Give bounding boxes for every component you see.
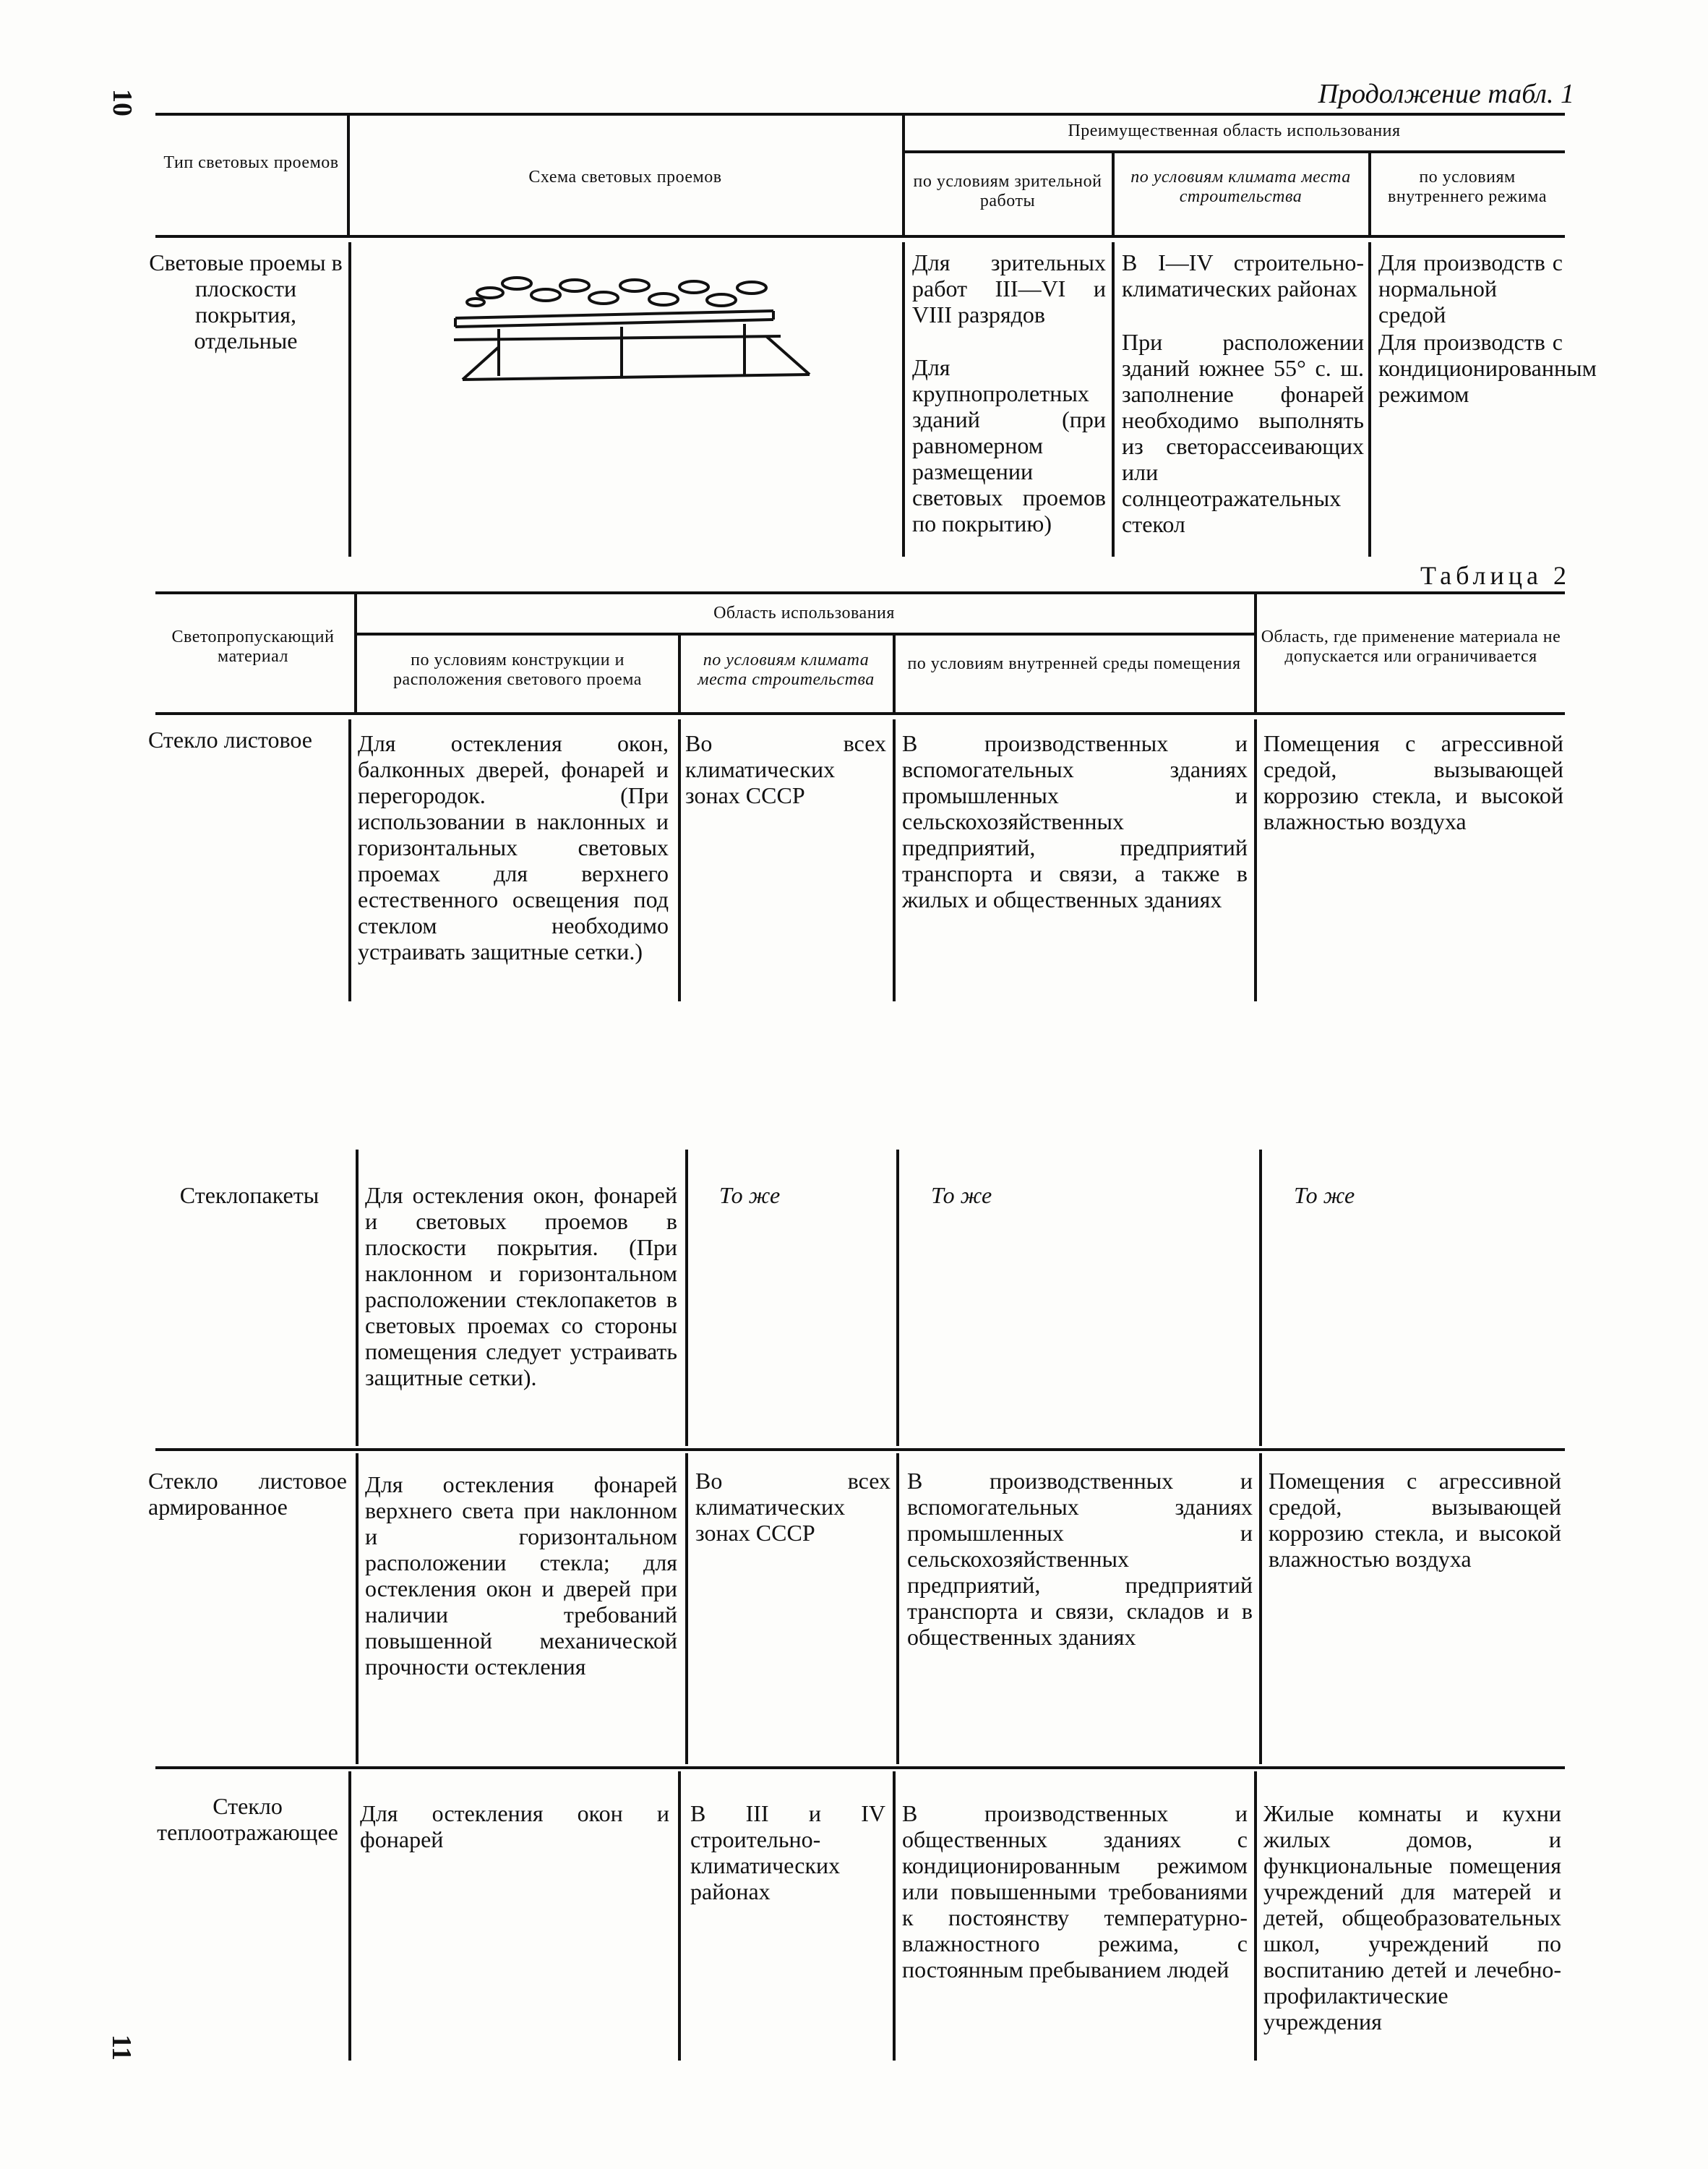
t2-r2-environment: То же [931,1182,992,1208]
table1-caption: Продолжение табл. 1 [1318,79,1574,109]
t1-header-visual: по условиям зрительной работы [913,172,1102,210]
table2-row-rule [155,1448,1565,1451]
skylight-dome [502,278,531,289]
t2-r2-restricted: То же [1294,1182,1355,1208]
t2-r1-material: Стекло листовое [148,727,312,753]
skylight-dome [679,281,708,293]
t2-header-restricted: Область, где применение материала не допускается или ограничивается [1261,628,1561,666]
t1-climate-a: В I—IV строительно-климатических районах [1122,249,1364,301]
skylight-dome [649,294,678,305]
t2-header-construction: по условиям конструкции и расположения светового проема [393,651,642,689]
floor-line [463,375,810,380]
t2-header-climate: по условиям климата места строительства [698,651,875,689]
t1-header-type: Тип световых проемов [163,153,339,172]
roof-bottom-edge [455,320,773,327]
skylight-dome [589,292,618,304]
t2-r4-climate: В III и IV строительно-климатических районах [690,1800,885,1904]
t2-header-material: Светопропускающий материал [171,628,335,666]
table1-top-rule [155,113,1565,116]
table2-row-rule [155,1766,1565,1769]
t1-climate-b: При расположении зданий южнее 55° с. ш. заполнение фонарей необходимо выполнять из светорассеивающих или солнцеотражательных стекол [1122,329,1364,537]
t2-r4-material: Стекло теплоотражающее [157,1793,338,1845]
t2-r2-climate: То же [719,1182,781,1208]
skylight-dome [707,294,736,306]
t1-internal-b: Для производств с кондиционированным режимом [1378,329,1597,407]
t2-r2-material: Стеклопакеты [179,1182,319,1208]
t2-r3-environment: В производственных и вспомогательных зданиях промышленных и сельскохозяйственных предприятий, предприятий транспорта и связи, складов и в общественных зданиях [907,1468,1253,1650]
t2-r1-climate: Во всех климатических зонах СССР [685,730,886,808]
t2-r1-environment: В производственных и вспомогательных зданиях промышленных и сельскохозяйственных предприятий, предприятий транспорта и связи, а также в жилых и общественных зданиях [902,730,1248,912]
table2-header-rule [155,712,1565,715]
roof-top-edge [455,311,773,318]
skylight-dome [620,280,649,291]
t2-r4-construction: Для остекления окон и фонарей [360,1800,669,1852]
t2-r4-environment: В производственных и общественных зданиях с кондиционированным режимом или повышенными требованиями к постоянству температурно-влажностного режима, с постоянным пребыванием людей [902,1800,1248,1982]
t2-r3-construction: Для остекления фонарей верхнего света при наклонном и горизонтальном расположении стекла; для остекления окон и дверей при наличии требований повышенной механической прочности остекления [365,1471,677,1680]
t1-row-type: Световые проемы в плоскости покрытия, отдельные [149,249,343,354]
t1-header-internal: по условиям внутреннего режима [1388,168,1547,206]
table2-top-rule [155,591,1565,594]
t2-r1-construction: Для остекления окон, балконных дверей, фонарей и перегородок. (При использовании в наклонных и горизонтальных световых проемах для верхнего естественного освещения под стеклом необходимо устраивать защитные сетки.) [358,730,669,964]
table2-group-rule [354,633,1254,636]
t1-header-scheme: Схема световых проемов [528,168,722,187]
t2-header-environment: по условиям внутренней среды помещения [907,654,1241,673]
skylight-dome [477,288,503,298]
t2-r1-restricted: Помещения с агрессивной средой, вызывающей коррозию стекла, и высокой влажностью воздуха [1263,730,1563,834]
skylight-dome [467,299,484,306]
table1-header-rule [155,235,1565,238]
skylight-dome [737,282,766,294]
skylight-dome [531,289,560,301]
skylight-dome [560,280,589,291]
t2-r3-climate: Во всех климатических зонах СССР [695,1468,891,1546]
table1-group-rule [902,150,1565,153]
t1-visual-a: Для зрительных работ III—VI и VIII разрядов [912,249,1106,328]
table2-caption: Таблица 2 [1420,561,1571,590]
skylight-scheme-diagram [448,268,824,383]
t2-r2-construction: Для остекления окон, фонарей и световых проемов в плоскости покрытия. (При наклонном и горизонтальном расположении стеклопакетов в световых проемах со стороны помещения следует устраивать защитные сетки). [365,1182,677,1390]
t2-r3-restricted: Помещения с агрессивной средой, вызывающей коррозию стекла, и высокой влажностью воздуха [1269,1468,1561,1572]
t1-internal-a: Для производств с нормальной средой [1378,249,1563,328]
t2-r3-material: Стекло листовое армированное [148,1468,347,1520]
page-number-top: 10 [107,89,137,116]
page-number-bottom: 11 [106,2035,137,2061]
t1-header-area-group: Преимущественная область использования [1068,121,1401,140]
beam-line [454,336,781,340]
t2-header-area-group: Область использования [713,604,895,623]
t2-r4-restricted: Жилые комнаты и кухни жилых домов, и функциональные помещения учреждений для матерей и детей, общеобразовательных школ, учреждений по воспитанию детей и лечебно-профилактические учреждения [1263,1800,1561,2035]
t1-visual-b: Для крупнопролетных зданий (при равномерном размещении световых проемов по покрытию) [912,354,1106,536]
t1-header-climate: по условиям климата места строительства [1130,168,1351,206]
